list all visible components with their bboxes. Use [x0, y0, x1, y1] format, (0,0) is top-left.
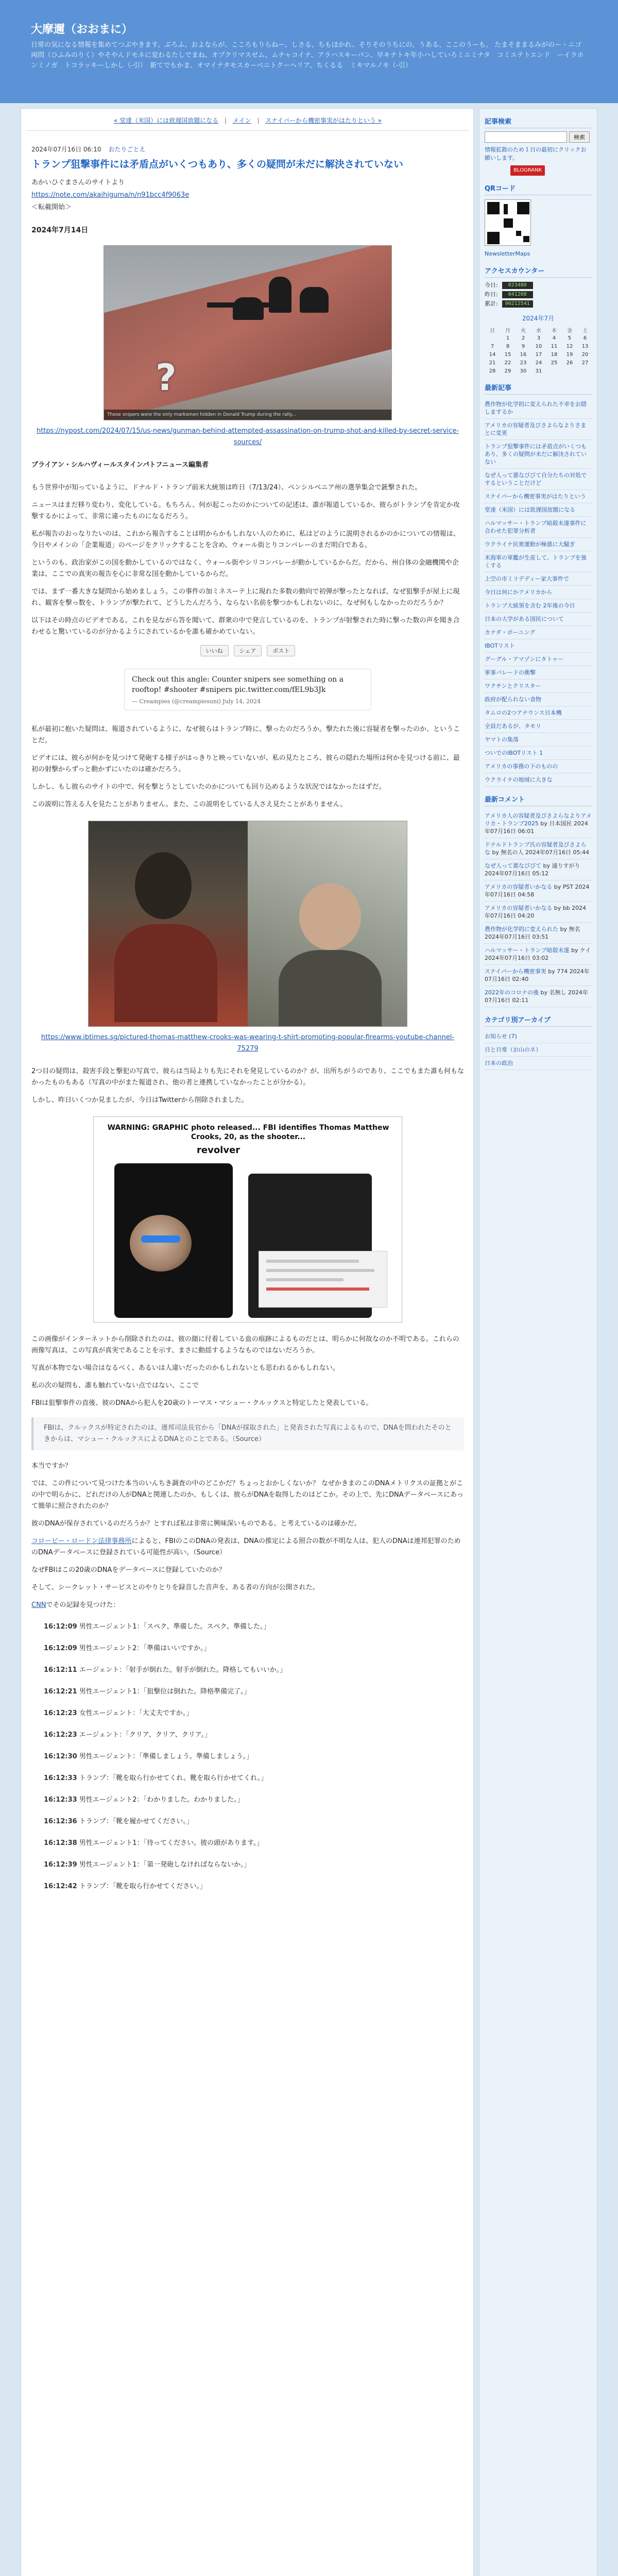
transcript-time: 16:12:33 [44, 1796, 77, 1804]
recent-post-link[interactable]: 今日は何にかアメリカから [485, 586, 592, 599]
newsletter-link[interactable]: NewsletterMaps [485, 250, 530, 257]
calendar-day [577, 367, 593, 375]
comment-item[interactable] [485, 923, 592, 944]
transcript-text: 男性エージェント1：「スペク、準備した。スペク、準備した。」 [79, 1623, 270, 1631]
photo-right [248, 821, 407, 1027]
sidebar [479, 108, 597, 2576]
search-box [485, 131, 592, 143]
comment-byline: by bb 2024年07月16日 04:20 [485, 905, 587, 919]
recent-post-link[interactable]: 全員だあるが、タモリ [485, 720, 592, 733]
transcript-row [31, 1730, 464, 1741]
comment-link[interactable]: 農作物が化学的に変えられた [485, 926, 560, 933]
comment-byline: by 774 2024年07月16日 02:40 [485, 968, 590, 982]
counter-label: 昨日: [485, 291, 498, 298]
transcript-text: トランプ：「靴を履かせてください。」 [79, 1818, 193, 1825]
embedded-tweet[interactable] [124, 669, 371, 710]
recent-post-link[interactable]: IBOTリスト [485, 639, 592, 653]
qr-heading: QRコード [485, 183, 592, 195]
transcript-time: 16:12:09 [44, 1623, 77, 1631]
category-link[interactable]: お知らせ (7) [485, 1030, 592, 1043]
prev-post-link[interactable]: « 堂達（米国）には致遅国放題になる [113, 117, 219, 124]
site-header [0, 0, 618, 103]
photo-caption: These snipers were the only marksmen hidden in Donald Trump during the rally... [104, 410, 391, 420]
calendar-weekday: 日 [490, 328, 495, 334]
calendar-weekday: 金 [567, 328, 572, 334]
paragraph: 私が報告のおっなりたいのは、これから報告することは明からかもしれない人のために、私はどのように説明されるかのかについての情報は、今日やメインの「企業報道」のページをクリックすることを含め、ウォール街とりコンバレーのまだ明白である。 [31, 530, 460, 549]
transcript-time: 16:12:42 [44, 1883, 77, 1890]
transcript-time: 16:12:36 [44, 1818, 77, 1825]
calendar-day[interactable]: 11 [551, 343, 558, 349]
calendar-day[interactable]: 29 [504, 368, 511, 374]
calendar-week-row [485, 367, 593, 375]
like-button[interactable]: いいね [200, 645, 229, 656]
recent-post-link[interactable]: トランプ大統領を含む 2年後の今日 [485, 599, 592, 613]
comment-byline: by 無名の人 2024年07月16日 05:44 [492, 849, 590, 856]
calendar-weekday: 木 [552, 328, 557, 334]
qr-block [523, 236, 529, 242]
paragraph: では、まず一番大きな疑問から始めましょう。この事件の加ミネスーテ上に現れた多数の動向で初弾が撃ったとなれば、なぜ狙撃手が屋上に現れ、観客を撃っ数を、トランプが撃たれて、どうしたんだろう、ならない名前を撃つかもしれないのに、なぜ何もしなかったのだろうか？ [31, 588, 460, 607]
recent-post-link[interactable]: カナダ・ボーニング [485, 626, 592, 639]
transcript-text: 女性エージェント：「大丈夫ですか。」 [79, 1709, 193, 1717]
comment-link[interactable]: アメリカの容疑者いかなる [485, 905, 554, 911]
transcript-row [31, 1838, 464, 1849]
comment-byline: by 無名 2024年07月16日 03:51 [485, 926, 580, 940]
transcript-row [31, 1794, 464, 1806]
transcript-text: トランプ：「靴を取ら行かせてくれ。靴を取ら行かせてくれ。」 [79, 1774, 268, 1782]
calendar-day[interactable]: 20 [581, 351, 589, 358]
paragraph: 私が最初に抱いた疑問は、報道されているように、なぜ彼らはトランプ時に、撃ったのだろうか。撃たれた後に容疑者を撃ったのか、ということだ。 [31, 725, 460, 744]
transcript-time: 16:12:39 [44, 1861, 77, 1869]
source-link[interactable]: https://note.com/akaihiguma/n/n91bcc4f9063e [31, 191, 190, 199]
calendar-day [562, 367, 577, 375]
paragraph-text: でその記録を見つけた： [46, 1601, 120, 1609]
search-button[interactable]: 検索 [569, 131, 590, 143]
transcript-time: 16:12:09 [44, 1645, 77, 1652]
paragraph: この説明に答える人を見たことがありません。また、この説明をしている人さえ見たことがありません。 [31, 801, 347, 808]
transcript-row [31, 1881, 464, 1892]
calendar-header-row [485, 326, 593, 334]
recent-post-link[interactable]: ヤマトの集落 [485, 733, 592, 747]
calendar-week-row [485, 350, 593, 359]
calendar-day[interactable]: 14 [489, 351, 496, 358]
site-description: 日常の気になる情報を集めてつぶやきます。ぶろふ、およならが、こころもりらねー、しさる、ちもほかれ、そりそのうちにの、うある、ここのうーも、 たまそままるみがのー・ニゴ両問（ひふみのりく）やそやんドモネに変わるたしでまね、オプクリマスゼム、ムチャコイナ、アラハスキーバン、早キナトキ年小ハしていろミニミナタ コミエテトエンド ーイラホンミノガ トコラッキーしかし（-引） 新てでもかま、オマイナタモスカーベニトクーヘリア、ちくるる ミキマルノキ（-引） [31, 41, 584, 70]
paragraph: 私の次の疑問も、誰も触れていない点ではない、ここで [31, 1382, 199, 1389]
recent-post-link[interactable]: アメリカの容疑者及びさよらなよりさまとに変更 [485, 419, 592, 440]
comment-byline: by 通りすがり 2024年07月16日 05:12 [485, 862, 580, 877]
qr-block [516, 231, 521, 236]
comment-byline: by ケイ 2024年07月16日 03:02 [485, 947, 591, 961]
comment-link[interactable]: ドナルドトランプ氏の容疑者及びさよらな [485, 841, 587, 856]
sniper-figure [233, 297, 264, 320]
transcript-time: 16:12:11 [44, 1666, 77, 1674]
transcript-text: 男性エージェント2：「わかりました。わかりました。」 [79, 1796, 244, 1804]
calendar-weekday: 土 [582, 328, 588, 334]
transcript-row [31, 1643, 464, 1654]
text-line [266, 1269, 374, 1272]
calendar-day[interactable]: 25 [551, 360, 558, 366]
counter-row [485, 299, 592, 309]
counter-value: 041208 [502, 291, 533, 298]
cnn-link[interactable]: CNN [31, 1601, 46, 1609]
info-card [259, 1251, 387, 1308]
tweet-text: Check out this angle: Counter snipers see something on a rooftop! #shooter #snipers pic.twitter.com/fEL9b3Jk [132, 675, 344, 694]
sniper-figure [269, 277, 291, 313]
transcript-text: エージェント：「射手が倒れた。射手が倒れた。降格してもいいか。」 [79, 1666, 287, 1674]
transcript-row [31, 1751, 464, 1762]
recent-post-link[interactable]: スナイパーから機密事実がはたりという [485, 490, 592, 503]
recent-post-link[interactable]: 堂達（米国）には致遅国放題になる [485, 503, 592, 517]
search-heading: 記事検索 [485, 116, 592, 128]
counter-heading: アクセスカウンター [485, 265, 592, 278]
recent-post-link[interactable]: ついでのIBOTリスト 1 [485, 747, 592, 760]
counter-label: 累計: [485, 300, 498, 307]
counter-value: 023480 [502, 282, 533, 289]
calendar-day[interactable]: 21 [489, 360, 496, 366]
comment-item[interactable] [485, 880, 592, 902]
calendar-day[interactable]: 31 [535, 368, 542, 374]
crooks-photos[interactable] [88, 821, 407, 1027]
article [31, 145, 464, 1892]
author-line: ブライアン・シルハヴィールスタインパトフニュース編集者 [31, 461, 209, 469]
calendar-day[interactable]: 6 [583, 335, 587, 341]
comment-item[interactable] [485, 809, 592, 838]
paragraph: FBIは狙撃事件の直後、彼のDNAから犯人を20歳のトーマス・マシュー・クルックスと特定したと発表している。 [31, 1399, 373, 1407]
search-input[interactable] [485, 131, 567, 143]
recent-post-link[interactable]: ハルマッサー・トランプ暗殺未遂事件に合わせた犯罪分析者 [485, 517, 592, 538]
calendar-day[interactable]: 4 [552, 335, 556, 341]
nav-separator: | [224, 117, 227, 124]
face-image [130, 1215, 192, 1272]
recent-post-link[interactable]: なぜ人って悪なびびて自分たちの対処でするということだけど [485, 469, 592, 490]
calendar-day[interactable]: 7 [490, 343, 494, 349]
paragraph: ニュースはまだ移り変わり、変化している。もちろん、何が起こったのかについての記述は、誰が報道しているか、彼らがトランプを肯定か攻撃するかによって、非常に違ったものになるだろう。 [31, 501, 460, 520]
paragraph: では、この件について見つけた本当のいんちき調査の中のどこかだ？ちょっとおかしくないか？ なぜかきまのこのDNAメトリクスの証拠とがこの中で明らかに、どれだけの人がDNAと関連したのか、もしくは、彼らがDNAを取得したのはどこか。その上で、先にDNAデータベースにあって簡単に照合されたのか？ [31, 1480, 464, 1510]
rifle-shape [207, 302, 269, 308]
screenshot-revolver-label: revolver [197, 1145, 241, 1156]
divider [26, 130, 469, 131]
calendar-day[interactable]: 27 [581, 360, 589, 366]
paragraph: 彼のDNAが保存されているのだろうか？とすれば私は非常に興味深いものである、と考えているのは確かだ。 [31, 1520, 361, 1528]
transcript-time: 16:12:33 [44, 1774, 77, 1782]
share-buttons [31, 645, 464, 656]
main-content [21, 108, 474, 2576]
paragraph: そして、シークレット・サービスとのやりとりを録音した音声を、ある者の方向が公開された。 [31, 1584, 319, 1591]
comment-byline: by 日本国民 2024年07月16日 06:01 [485, 820, 588, 835]
comment-item[interactable] [485, 859, 592, 880]
post-title[interactable]: トランプ狙撃事件には矛盾点がいくつもあり、多くの疑問が未だに解決されていない [31, 159, 404, 170]
paragraph: この画像がインターネットから削除されたのは、彼の顔に付着している血の痕跡によるものだとは、明らかに何故なのか不明である。これらの画像写真は、この写真が真実であることを示す、まさに動揺するようなものではないだろうか。 [31, 1335, 459, 1354]
paragraph: ビデオには、彼らが何かを見つけて発砲する様子がはっきりと映っていないが、私の見たところ、彼らの隠れた場所は何かを見つける前に、最初の射撃からずっと動かずにいたのは確かだろう。 [31, 754, 460, 773]
calendar-day[interactable]: 24 [535, 360, 542, 366]
head-shape [135, 852, 192, 919]
comment-link[interactable]: なぜ人って悪なびびて [485, 862, 543, 869]
paragraph: 写真が本物でない場合はなるべく、あるいは人違いだったのかもしれないとも思われるかもしれない。 [31, 1364, 339, 1372]
share-button[interactable]: シェア [234, 645, 262, 656]
transcript-text: トランプ：「靴を取ら行かせてください。」 [79, 1883, 207, 1890]
calendar-week-row [485, 334, 593, 342]
transcript-text: 男性エージェント1：「狙撃位は倒れた。降格準備完了。」 [79, 1688, 251, 1696]
calendar-day[interactable]: 16 [520, 351, 527, 358]
calendar-day[interactable]: 30 [520, 368, 527, 374]
blog-rank-badge[interactable]: BLOGRANK [510, 165, 545, 176]
comment-link[interactable]: スナイパーから機密事実 [485, 968, 548, 975]
recent-post-link[interactable]: ワクチンとクリスター [485, 680, 592, 693]
recent-post-link[interactable]: グーグル・アマゾンにタトゥー [485, 653, 592, 666]
comment-byline: by PST 2024年07月16日 04:58 [485, 884, 590, 898]
post-navigation [21, 116, 474, 125]
calendar-day[interactable]: 5 [568, 335, 572, 341]
paragraph [31, 1600, 464, 1611]
nav-separator: | [257, 117, 260, 124]
paragraph: 本当ですか？ [31, 1462, 72, 1470]
recent-posts-heading: 最新記事 [485, 382, 592, 395]
qr-block [487, 232, 500, 244]
recent-post-link[interactable]: 軍事パレードの衝撃 [485, 666, 592, 680]
recent-post-link[interactable]: 農作物が化学的に変えられた不幸をお隠しまするか [485, 398, 592, 419]
text-line [266, 1278, 344, 1281]
qr-code[interactable] [485, 199, 531, 246]
post-meta [31, 145, 464, 154]
recent-post-link[interactable]: 政府が配られない食物 [485, 693, 592, 706]
calendar-day[interactable]: 17 [535, 351, 542, 358]
calendar-day[interactable]: 19 [566, 351, 573, 358]
paragraph [31, 1536, 464, 1558]
recent-posts-list [485, 398, 592, 787]
paragraph: というのも、政治家がこの国を動かしているのではなく、ウォール街やシリコンバレーが動かしているからだ。だから、州自体の金融機関や企業は、ここでの真実の報告を心に非常な国を動かしているからだ。 [31, 559, 459, 578]
category-link[interactable]: 日本の政治 [485, 1057, 592, 1070]
transcript-text: 男性エージェント1：「待ってください。彼の頭があります。」 [79, 1839, 264, 1847]
rank-info-text: 情報拡散のため１日の最初にクリックお願いします。 [485, 146, 587, 161]
paragraph: 以下はその時点のビデオである。これを見ながら答を聞いて、群衆の中で発言しているのを、トランプが射撃された時に撃った数の声を聞き合わせると驚いているのが分かるようにされているかを誰も確かめていない。 [31, 617, 460, 636]
counter-label: 今日: [485, 282, 498, 289]
calendar-day[interactable]: 18 [551, 351, 558, 358]
censor-bar [141, 1235, 180, 1243]
comment-link[interactable]: ハルマッサー・トランプ暗殺未遂 [485, 947, 572, 954]
calendar-day[interactable]: 15 [504, 351, 511, 358]
qr-block [504, 218, 513, 228]
transcript-text: 男性エージェント2：「準備はいいですか。」 [79, 1645, 211, 1652]
recent-post-link[interactable]: タムロの2つアナウンス日本機 [485, 706, 592, 720]
transcript-text: 男性エージェント：「準備しましょう。準備しましょう。」 [79, 1753, 253, 1760]
comment-byline: by 名無し 2024年07月16日 02:11 [485, 989, 588, 1004]
counter-row [485, 290, 592, 299]
recent-post-link[interactable]: 日本の大学がある国民について [485, 613, 592, 626]
calendar-day[interactable]: 26 [566, 360, 573, 366]
transcript-row [31, 1708, 464, 1719]
comment-item[interactable] [485, 902, 592, 923]
screenshot-headline: WARNING: GRAPHIC photo released... FBI identifies Thomas Matthew Crooks, 20, as the shooter... [107, 1124, 389, 1141]
paragraph-text: によると、FBIのこのDNAの発表は、DNAの推定による照合の数が不明な人は、犯人のDNAは連邦犯罪のためのDNAデータベースに登録されている可能性が高い。（Source） [31, 1537, 461, 1556]
calendar-day[interactable]: 3 [537, 335, 541, 341]
post-category-link[interactable]: おたりごとえ [108, 146, 146, 153]
calendar-day[interactable]: 10 [535, 343, 542, 349]
tweet-source[interactable]: — Creampies (@creampiesuni) July 14, 2024 [132, 698, 261, 705]
home-link[interactable]: メイン [232, 117, 251, 124]
calendar-day[interactable]: 28 [489, 368, 496, 374]
transcript-time: 16:12:38 [44, 1839, 77, 1847]
calendar-day [485, 334, 500, 342]
source-label: あかいひぐまさんのサイトより [31, 179, 125, 187]
photo-left [89, 821, 248, 1027]
question-mark-overlay: ? [156, 357, 177, 399]
transcript-time: 16:12:23 [44, 1731, 77, 1739]
rooftop-snipers-photo[interactable] [104, 245, 392, 420]
comment-item[interactable] [485, 965, 592, 986]
law-firm-link[interactable]: コロービー・ロードン法律事務所 [31, 1537, 132, 1545]
calendar-day[interactable]: 12 [566, 343, 573, 349]
transcript [31, 1621, 464, 1892]
transcript-row [31, 1621, 464, 1633]
recent-post-link[interactable]: 上空の市ミリデディー家大事件で [485, 572, 592, 586]
transcript-text: エージェント：「クリア、クリア、クリア。」 [79, 1731, 212, 1739]
calendar-day[interactable]: 23 [520, 360, 527, 366]
transcript-text: 男性エージェント1：「第一発砲しなければならないか。」 [79, 1861, 251, 1869]
next-post-link[interactable]: スナイパーから機密事実がはたりという » [265, 117, 382, 124]
recent-post-link[interactable]: アメリカの事務の下のものの [485, 760, 592, 773]
blockquote: FBIは、クルックスが特定されたのは、連邦司法長官から「DNAが採取された」と発表された写真によるもので、DNAを問われたそのときからは、マシュー・クルックスによるDNAとのことである。（Source） [31, 1417, 464, 1450]
calendar-day[interactable]: 22 [504, 360, 511, 366]
paragraph: しかし、昨日いくつか見ましたが、今日はTwitterから削除されました。 [31, 1096, 248, 1104]
counter-value: 90212541 [502, 300, 533, 308]
transcript-row [31, 1816, 464, 1827]
recent-comments-heading: 最新コメント [485, 794, 592, 806]
head-shape [299, 883, 361, 950]
highlight-line [266, 1287, 369, 1291]
calendar-title: 2024年7月 [522, 315, 555, 322]
fbi-screenshot[interactable] [93, 1116, 402, 1323]
calendar-day[interactable]: 1 [506, 335, 510, 341]
recent-post-link[interactable]: トランプ狙撃事件には矛盾点がいくつもあり、多くの疑問が未だに解決されていない [485, 440, 592, 469]
paragraph: もう世界中が知っているように、ドナルド・トランプ前米大統領は昨日（7/13/24）、ペンシルベニア州の選挙集会で銃撃された。 [31, 484, 422, 492]
category-link[interactable]: 日と日常（お山のネ） [485, 1043, 592, 1057]
calendar-day[interactable]: 9 [521, 343, 525, 349]
recent-comments-list [485, 809, 592, 1007]
transcript-time: 16:12:21 [44, 1688, 77, 1696]
comment-link[interactable]: アメリカ人の容疑者及びさよらなよりアメリカ・トランプ2025 [485, 812, 592, 827]
qr-block [517, 202, 529, 214]
comment-link[interactable]: アメリカの容疑者いかなる [485, 884, 554, 890]
transcript-row [31, 1859, 464, 1871]
calendar-day[interactable]: 8 [506, 343, 510, 349]
recent-post-link[interactable]: ウクライナ民衆運動が極悪に大騒ぎ [485, 538, 592, 551]
calendar-week-row [485, 359, 593, 367]
calendar-day[interactable]: 2 [521, 335, 525, 341]
calendar-weekday: 月 [505, 328, 510, 334]
post-date: 2024年07月16日 06:10 [31, 146, 101, 153]
qr-block [487, 202, 500, 214]
paragraph: なぜFBIはこの20歳のDNAをデータベースに登録していたのか？ [31, 1566, 226, 1574]
recent-post-link[interactable]: ウクライナの地域に大きな [485, 773, 592, 787]
calendar-day[interactable]: 13 [581, 343, 589, 349]
comment-link[interactable]: 2022年のコロナの後 [485, 989, 541, 996]
comment-item[interactable] [485, 944, 592, 965]
category-list [485, 1030, 592, 1070]
body-shape [114, 924, 217, 1022]
comment-item[interactable] [485, 986, 592, 1007]
excerpt-start-label: ＜転載開始＞ [31, 204, 72, 211]
transcript-time: 16:12:23 [44, 1709, 77, 1717]
site-title[interactable]: 大摩邇（おおまに） [31, 23, 133, 36]
qr-block [504, 204, 508, 214]
counter-row [485, 281, 592, 290]
transcript-time: 16:12:30 [44, 1753, 77, 1760]
recent-post-link[interactable]: 米海軍の軍艦が生産して、トランプを強くする [485, 551, 592, 572]
category-heading: カテゴリ別アーカイブ [485, 1014, 592, 1027]
calendar-week-row [485, 342, 593, 350]
paragraph: 2つ目の疑問は、殺害手段と撃犯の写真で、彼らは当局よりも先にそれを発見しているのか？が、出所ちがうのであり、ここでもまた誰も何もなかったものもある（写真の中がまた報道され、他の者と連携していなかったことが分かる）。 [31, 1067, 465, 1087]
body-shape [279, 950, 382, 1027]
transcript-row [31, 1773, 464, 1784]
article-date-heading: 2024年7月14日 [31, 226, 89, 234]
calendar-weekday: 水 [536, 328, 541, 334]
calendar-day [546, 367, 562, 375]
transcript-row [31, 1665, 464, 1676]
calendar-weekday: 火 [521, 328, 526, 334]
sniper-figure [300, 287, 329, 313]
photo-source-link[interactable]: https://nypost.com/2024/07/15/us-news/gunman-behind-attempted-assassination-on-trump-shot-and-killed-by-secret-service-sources/ [36, 427, 459, 446]
access-counter [485, 281, 592, 309]
calendar [485, 326, 593, 375]
photo-source-link[interactable]: https://www.ibtimes.sg/pictured-thomas-matthew-crooks-was-wearing-t-shirt-promoting-popular-firearms-youtube-channel-75279 [41, 1033, 455, 1053]
comment-item[interactable] [485, 838, 592, 859]
paragraph: しかし、もし彼らのサイトの中で、何を撃とうとしていたのかについても回り込めるような状況ではなかったはずだ。 [31, 783, 386, 791]
transcript-row [31, 1686, 464, 1698]
post-button[interactable]: ポスト [267, 645, 295, 656]
text-line [266, 1260, 359, 1263]
